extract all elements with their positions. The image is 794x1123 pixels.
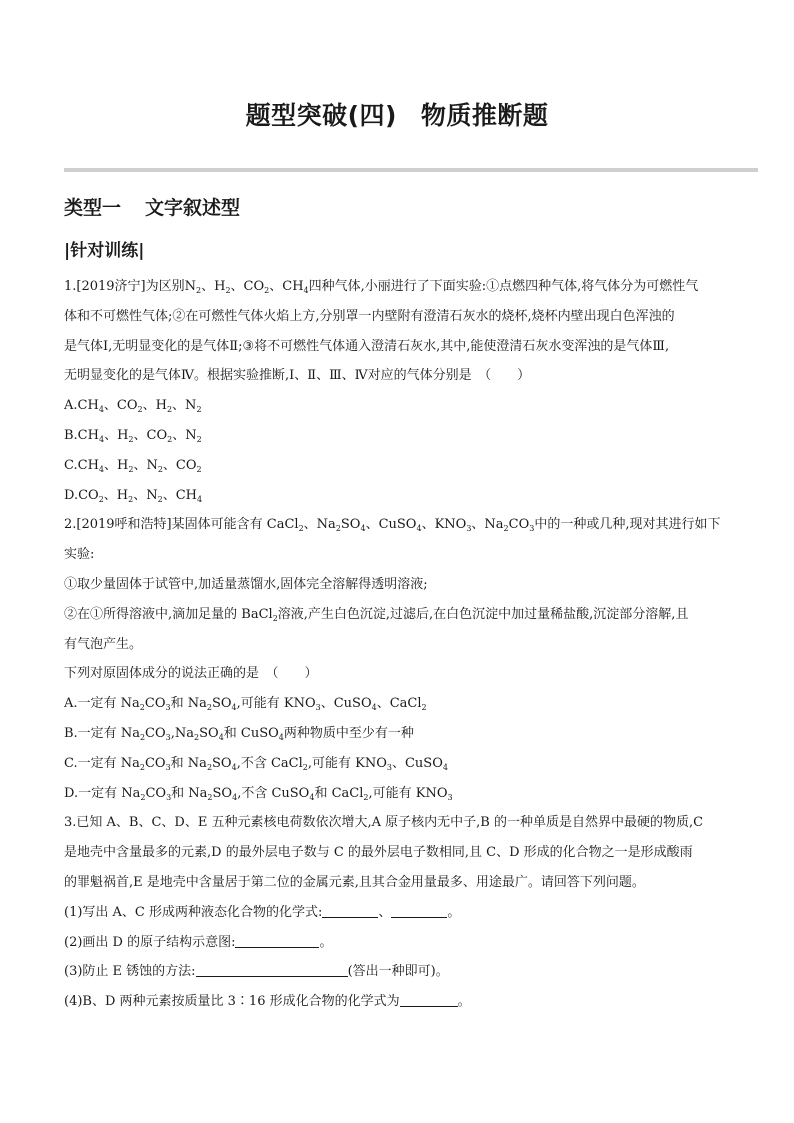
- q2-stem-line-1: 2.[2019呼和浩特]某固体可能含有 CaCl$_2$、$Na_2SO_4$、CuSO$_4$、$KNO_3$、$Na_2CO_3$中的一种或几种,现对其进行如下: [64, 517, 721, 534]
- title-subject: 物质推断题: [420, 101, 549, 130]
- q3-sub-4: (4)B、D 两种元素按质量比 3∶16 形成化合物的化学式为 。: [64, 994, 471, 1010]
- answer-blank-1b[interactable]: [391, 903, 447, 918]
- q2-step-2-line-2: 有气泡产生。: [64, 636, 143, 652]
- section-type-label: 类型一: [64, 197, 122, 219]
- q1-option-a: $A.CH_4$、$CO_2$、$H_2$、$N_2$: [64, 398, 202, 415]
- answer-blank-2[interactable]: [235, 933, 319, 948]
- q2-option-d: D.一定有 $Na_2CO_3$和 $Na_2SO_4$,不含 CuSO$_4$和 CaCl$_2$,可能有 $KNO_3$: [64, 785, 453, 802]
- q1-stem-line-4: 无明显变化的是气体Ⅳ。根据实验推断,Ⅰ、Ⅱ、Ⅲ、Ⅳ对应的气体分别是 （ ）: [64, 368, 531, 384]
- q3-stem-line-1: 3.已知 A、B、C、D、E 五种元素核电荷数依次增大,A 原子核内无中子,B 的一种单质是自然界中最硬的物质,C: [64, 815, 704, 831]
- section-heading: [64, 193, 240, 220]
- q2-step-1: ①取少量固体于试管中,加适量蒸馏水,固体完全溶解得透明溶液;: [64, 576, 428, 592]
- answer-blank-3[interactable]: [196, 962, 348, 977]
- q1-option-d: $D.CO_2$、$H_2$、$N_2$、$CH_4$: [64, 487, 203, 504]
- question-content: [64, 272, 742, 1017]
- q2-option-a: A.一定有 $Na_2CO_3$和 $Na_2SO_4$,可能有 $KNO_3$、CuSO$_4$、CaCl$_2$: [64, 696, 427, 713]
- page-title: [0, 96, 794, 132]
- q2-step-2-line-1: ②在①所得溶液中,滴加足量的 BaCl$_2$溶液,产生白色沉淀,过滤后,在白色沉淀中加过量稀盐酸,沉淀部分溶解,且: [64, 606, 689, 623]
- training-heading: |针对训练|: [64, 241, 145, 261]
- answer-blank-4[interactable]: [400, 992, 458, 1007]
- q2-option-c: C.一定有 $Na_2CO_3$和 $Na_2SO_4$,不含 CaCl$_2$,可能有 $KNO_3$、CuSO$_4$: [64, 755, 448, 772]
- q3-stem-line-2: 是地壳中含量最多的元素,D 的最外层电子数与 C 的最外层电子数相同,且 C、D 形成的化合物之一是形成酸雨: [64, 845, 693, 861]
- q2-stem-line-2: 实验:: [64, 547, 95, 563]
- header-divider: [64, 168, 758, 172]
- q3-stem-line-3: 的罪魁祸首,E 是地壳中含量居于第二位的金属元素,且其合金用量最多、用途最广。请回答下列问题。: [64, 874, 645, 890]
- q1-option-b: $B.CH_4$、$H_2$、$CO_2$、$N_2$: [64, 427, 202, 444]
- q1-stem-line-1: 1.[2019济宁]为区别$N_2$、$H_2$、$CO_2$、$CH_4$四种气体,小丽进行了下面实验:①点燃四种气体,将气体分为可燃性气: [64, 279, 699, 295]
- q1-stem-line-2: 体和不可燃性气体;②在可燃性气体火焰上方,分别罩一内壁附有澄清石灰水的烧杯,烧杯内壁出现白色浑浊的: [64, 308, 675, 324]
- q2-option-b: B.一定有 $Na_2CO_3,Na_2SO_4$和 CuSO$_4$两种物质中至少有一种: [64, 725, 414, 742]
- q2-prompt: 下列对原固体成分的说法正确的是 （ ）: [64, 666, 318, 682]
- q3-sub-2: (2)画出 D 的原子结构示意图: 。: [64, 934, 333, 950]
- q3-sub-1: (1)写出 A、C 形成两种液态化合物的化学式: 、 。: [64, 904, 461, 920]
- q1-stem-line-3: 是气体Ⅰ,无明显变化的是气体Ⅱ;③将不可燃性气体通入澄清石灰水,其中,能使澄清石灰水变浑浊的是气体Ⅲ,: [64, 338, 670, 354]
- section-type-name: 文字叙述型: [145, 197, 241, 219]
- q3-sub-3: (3)防止 E 锈蚀的方法: (答出一种即可)。: [64, 964, 449, 980]
- q1-option-c: $C.CH_4$、$H_2$、$N_2$、$CO_2$: [64, 457, 202, 474]
- answer-blank-1a[interactable]: [322, 903, 378, 918]
- title-topic: 题型突破(四): [245, 101, 397, 130]
